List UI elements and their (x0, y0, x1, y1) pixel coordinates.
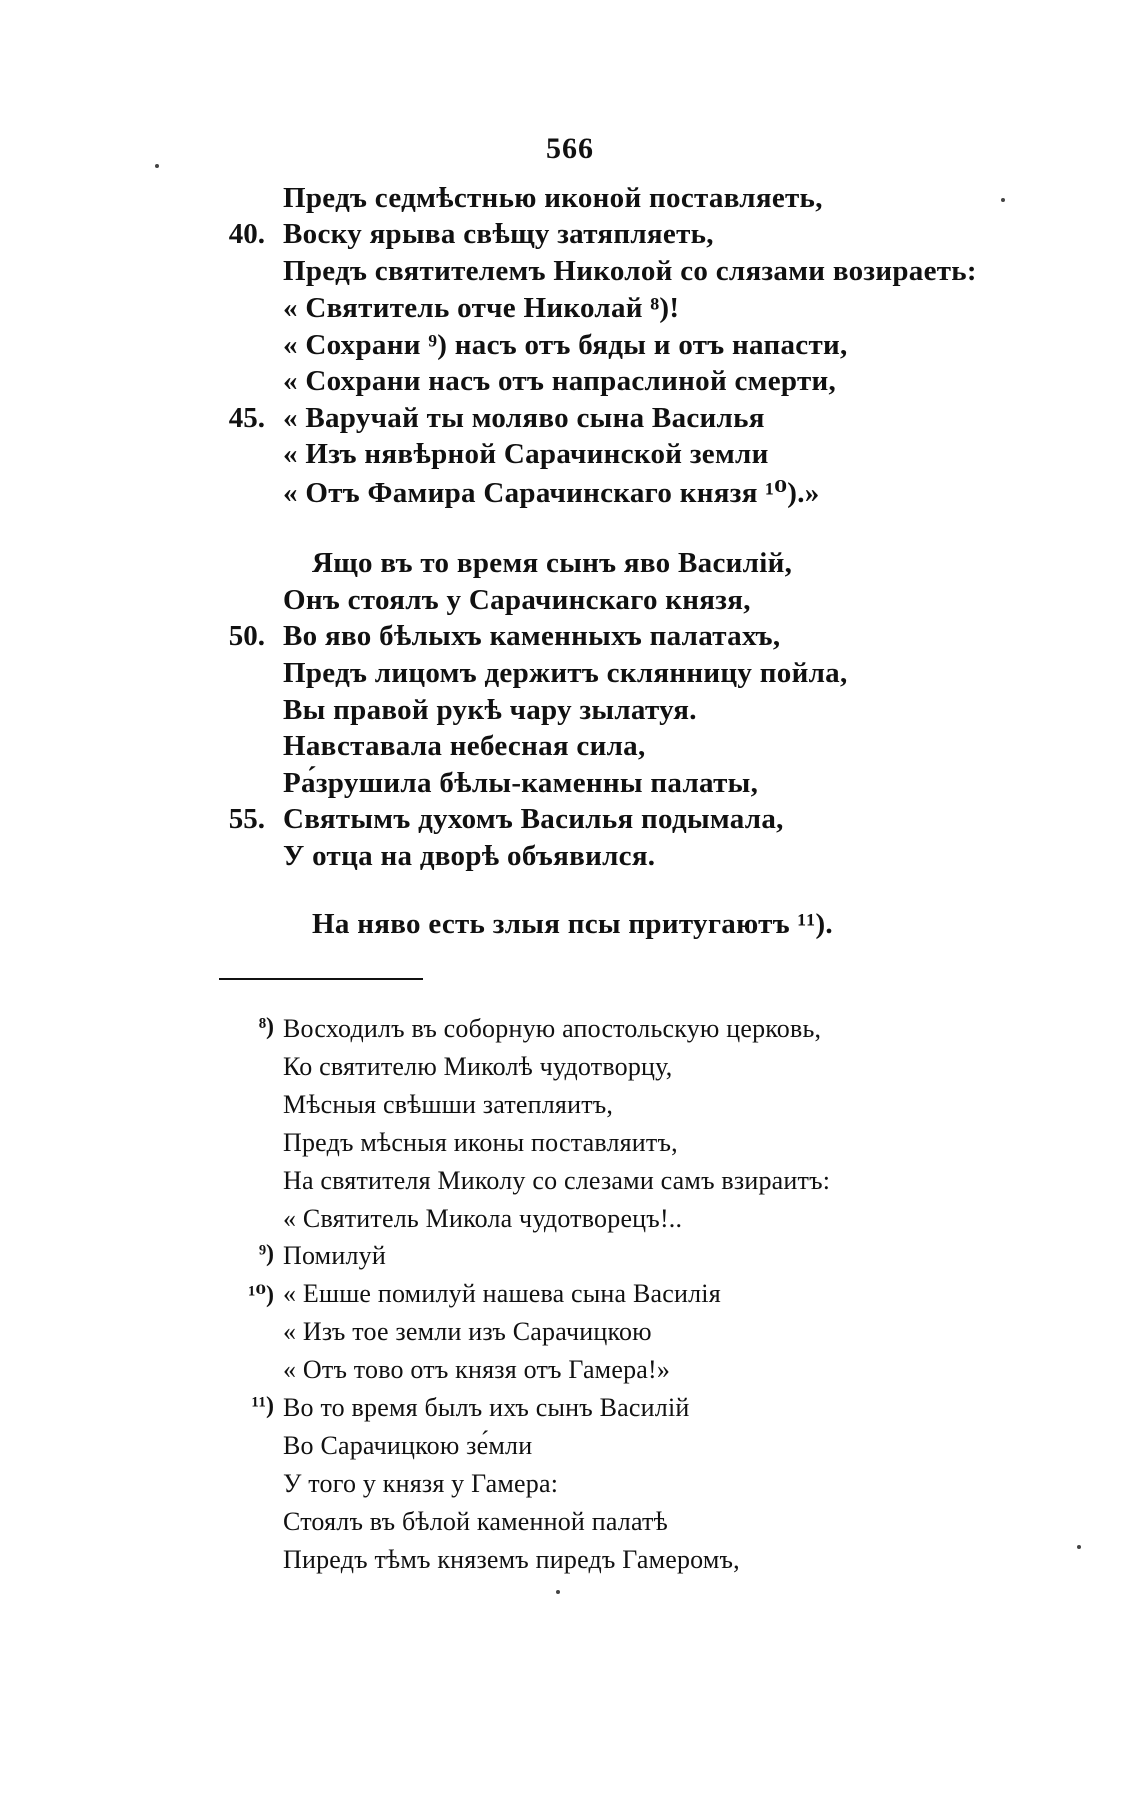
footnote-line: У того у князя у Гамера: (283, 1469, 559, 1498)
footnote-line: « Ешше помилуй нашева сына Василія (283, 1279, 721, 1308)
verse-line: Предъ святителемъ Николой со слязами возираеть: (283, 255, 977, 287)
page-number: 566 (546, 132, 594, 165)
line-number: 50. (228, 620, 265, 652)
verse-line: Во яво бѣлыхъ каменныхъ палатахъ, (283, 620, 781, 652)
footnote-line: Ко святителю Миколѣ чудотворцу, (283, 1052, 673, 1081)
scan-speck (556, 1590, 560, 1594)
scan-speck (155, 164, 159, 168)
footnote-line: « Святитель Микола чудотворецъ!.. (283, 1204, 683, 1233)
verse-line: Предъ седмѣстнью иконой поставляеть, (283, 182, 823, 214)
verse-line: Навставала небесная сила, (283, 730, 646, 762)
verse-line: « Варучай ты моляво сына Василья (283, 402, 765, 434)
verse-line: « Святитель отче Николай ⁸)! (283, 292, 680, 324)
verse-line: Ра́зрушила бѣлы-каменны палаты, (283, 767, 759, 799)
footnote-line: Во Сарачицкою зе́мли (283, 1431, 533, 1460)
scan-speck (1001, 198, 1005, 202)
verse-line: « Отъ Фамира Сарачинскаго князя ¹⁰).» (283, 477, 820, 509)
verse-line: На няво есть злыя псы притугаютъ ¹¹). (312, 908, 833, 940)
scan-speck (1077, 1545, 1081, 1549)
verse-line: Предъ лицомъ держитъ склянницу пойла, (283, 657, 848, 689)
footnote-line: Пиредъ тѣмъ княземъ пиредъ Гамеромъ, (283, 1545, 740, 1574)
footnote-number: ⁸) (258, 1014, 274, 1040)
line-number: 55. (228, 803, 265, 835)
footnote-line: « Отъ тово отъ князя отъ Гамера!» (283, 1355, 671, 1384)
footnote-number: ¹¹) (251, 1393, 274, 1419)
verse-line: Онъ стоялъ у Сарачинскаго князя, (283, 584, 751, 616)
verse-line: Воску ярыва свѣщу затяпляеть, (283, 218, 714, 250)
footnote-line: Предъ мѣсныя иконы поставляитъ, (283, 1128, 678, 1157)
footnote-line: Во то время былъ ихъ сынъ Василій (283, 1393, 690, 1422)
verse-line: « Сохрани ⁹) насъ отъ бяды и отъ напасти, (283, 329, 848, 361)
footnote-divider (219, 978, 423, 980)
footnote-number: ¹⁰) (248, 1282, 274, 1308)
verse-line: Ящо въ то время сынъ яво Василій, (312, 547, 793, 579)
verse-line: Святымъ духомъ Василья подымала, (283, 803, 784, 835)
footnote-line: Мѣсныя свѣшши затепляитъ, (283, 1090, 614, 1119)
line-number: 40. (228, 218, 265, 250)
verse-line: У отца на дворѣ объявился. (283, 840, 656, 872)
verse-line: « Изъ нявѣрной Сарачинской земли (283, 438, 769, 470)
footnote-line: Стоялъ въ бѣлой каменной палатѣ (283, 1507, 668, 1536)
footnote-line: Восходилъ въ соборную апостольскую церковь, (283, 1014, 822, 1043)
line-number: 45. (228, 402, 265, 434)
verse-line: « Сохрани насъ отъ напраслиной смерти, (283, 365, 837, 397)
footnote-line: Помилуй (283, 1241, 386, 1270)
footnote-line: На святителя Миколу со слезами самъ взираитъ: (283, 1166, 831, 1195)
footnote-number: ⁹) (258, 1241, 274, 1267)
verse-line: Вы правой рукѣ чару зылатуя. (283, 694, 697, 726)
footnote-line: « Изъ тое земли изъ Сарачицкою (283, 1317, 652, 1346)
